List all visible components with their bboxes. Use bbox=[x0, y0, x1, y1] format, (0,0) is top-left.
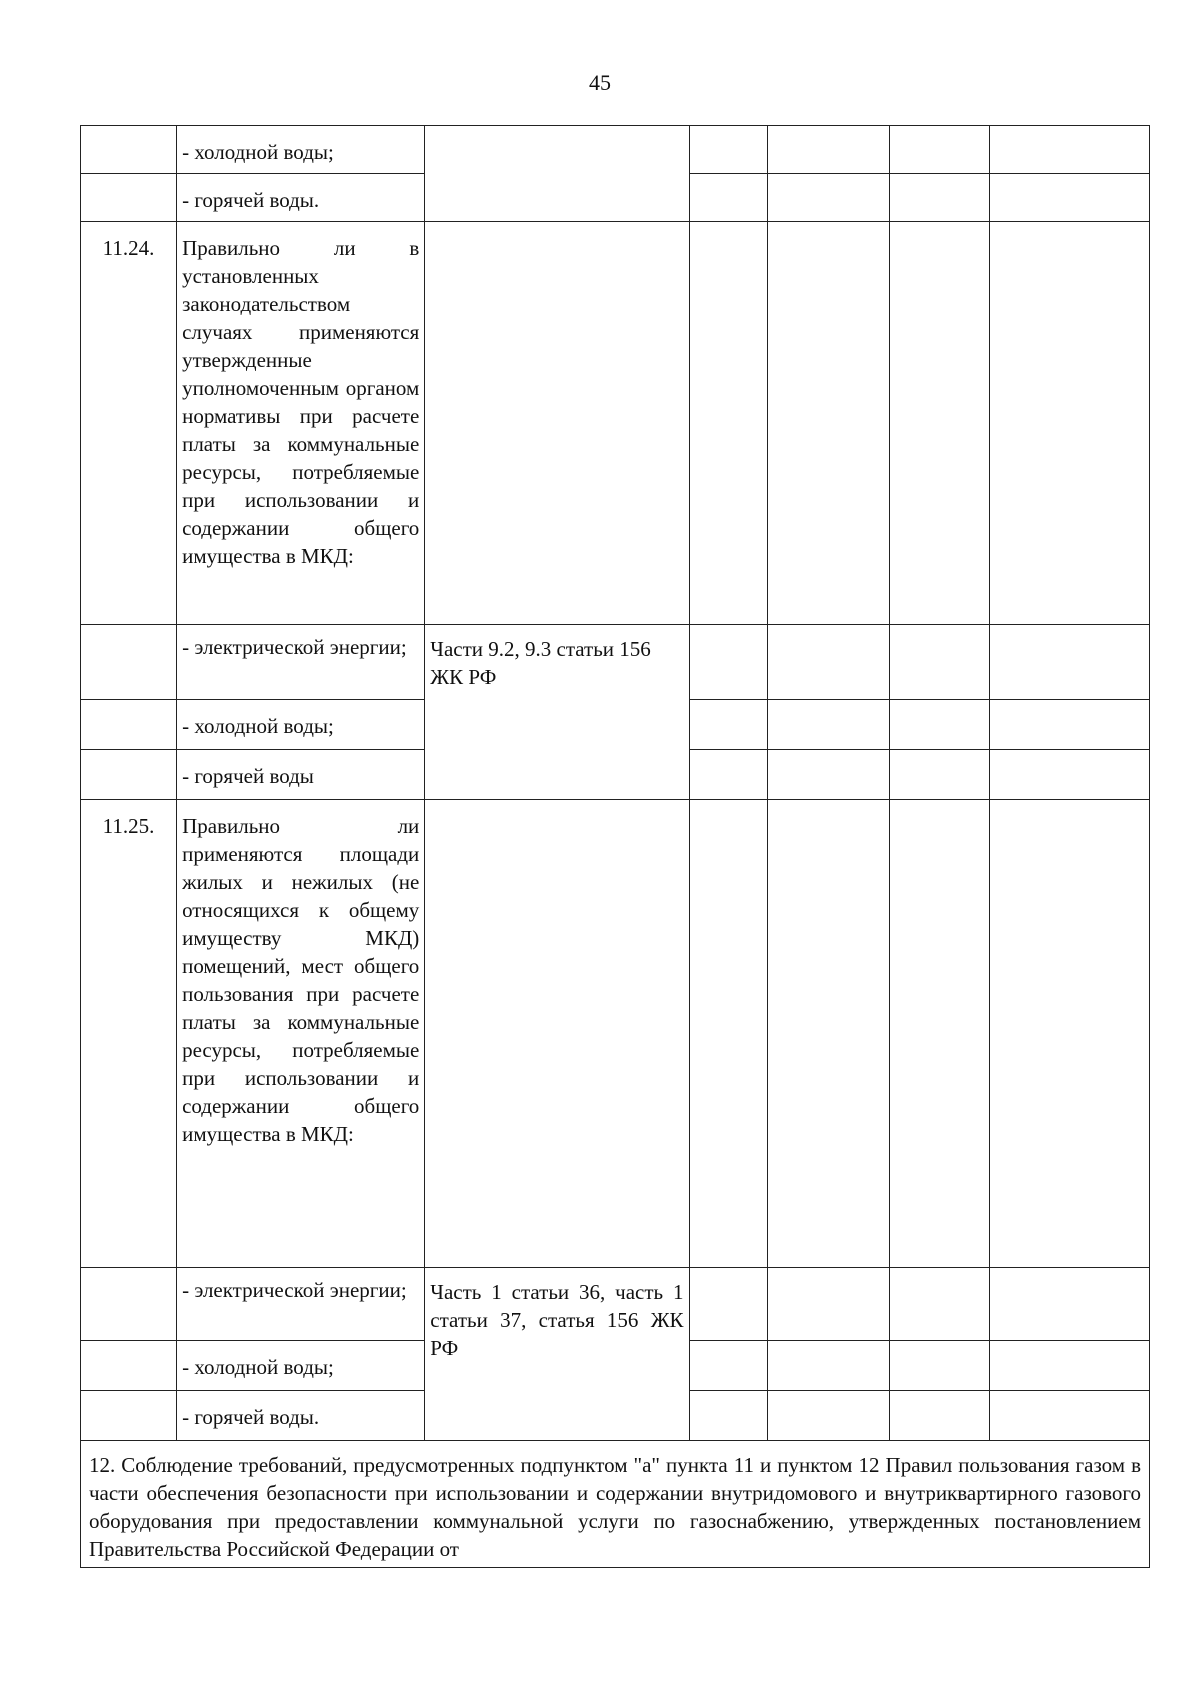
sub-item-cell: - холодной воды; bbox=[177, 126, 425, 174]
item-number-cell bbox=[81, 1268, 177, 1341]
legal-basis-cell bbox=[425, 126, 689, 222]
notes-cell bbox=[989, 750, 1149, 800]
answer-cell bbox=[767, 1391, 889, 1441]
item-number-cell bbox=[81, 625, 177, 700]
question-cell: Правильно ли применяются площади жилых и нежилых (не относящихся к общему имуществу МКД) помещений, мест общего пользования при расчете платы за коммунальные ресурсы, потребляемые при использовании и содержании общего имущества в МКД: bbox=[177, 800, 425, 1268]
answer-cell bbox=[689, 625, 767, 700]
section-12-paragraph: 12. Соблюдение требований, предусмотренных подпунктом "а" пункта 11 и пунктом 12 Правил пользования газом в части обеспечения безопасности при использовании и содержании внутридомового и внутриквартирного газового оборудования при предоставлении коммунальной услуги по газоснабжению, утвержденных постановлением Правительства Российской Федерации от bbox=[81, 1441, 1150, 1568]
answer-cell bbox=[889, 800, 989, 1268]
page-number: 45 bbox=[589, 70, 611, 95]
notes-cell bbox=[989, 700, 1149, 750]
answer-cell bbox=[889, 700, 989, 750]
item-number-cell bbox=[81, 1341, 177, 1391]
answer-cell bbox=[689, 126, 767, 174]
notes-cell bbox=[989, 222, 1149, 625]
legal-basis-cell bbox=[425, 222, 689, 625]
answer-cell bbox=[889, 126, 989, 174]
sub-item-cell: - горячей воды. bbox=[177, 1391, 425, 1441]
legal-basis-cell bbox=[425, 800, 689, 1268]
answer-cell bbox=[689, 1391, 767, 1441]
item-number-cell bbox=[81, 174, 177, 222]
sub-item-cell: - электрической энергии; bbox=[177, 1268, 425, 1341]
item-number-cell bbox=[81, 700, 177, 750]
legal-basis-cell: Часть 1 статьи 36, часть 1 статьи 37, статья 156 ЖК РФ bbox=[425, 1268, 689, 1441]
item-number-cell bbox=[81, 750, 177, 800]
notes-cell bbox=[989, 126, 1149, 174]
sub-item-cell: - горячей воды. bbox=[177, 174, 425, 222]
answer-cell bbox=[689, 750, 767, 800]
table-row bbox=[81, 1268, 1150, 1341]
answer-cell bbox=[889, 625, 989, 700]
answer-cell bbox=[689, 222, 767, 625]
notes-cell bbox=[989, 625, 1149, 700]
answer-cell bbox=[767, 700, 889, 750]
table-row bbox=[81, 126, 1150, 174]
sub-item-cell: - холодной воды; bbox=[177, 700, 425, 750]
answer-cell bbox=[889, 222, 989, 625]
answer-cell bbox=[767, 222, 889, 625]
answer-cell bbox=[689, 700, 767, 750]
notes-cell bbox=[989, 1391, 1149, 1441]
answer-cell bbox=[889, 1268, 989, 1341]
answer-cell bbox=[767, 174, 889, 222]
table-row bbox=[81, 800, 1150, 1268]
answer-cell bbox=[767, 750, 889, 800]
answer-cell bbox=[767, 126, 889, 174]
notes-cell bbox=[989, 800, 1149, 1268]
answer-cell bbox=[689, 1341, 767, 1391]
notes-cell bbox=[989, 1268, 1149, 1341]
answer-cell bbox=[767, 1268, 889, 1341]
answer-cell bbox=[689, 800, 767, 1268]
answer-cell bbox=[889, 174, 989, 222]
answer-cell bbox=[889, 1391, 989, 1441]
sub-item-cell: - холодной воды; bbox=[177, 1341, 425, 1391]
answer-cell bbox=[889, 1341, 989, 1391]
sub-item-cell: - горячей воды bbox=[177, 750, 425, 800]
answer-cell bbox=[689, 1268, 767, 1341]
answer-cell bbox=[767, 625, 889, 700]
item-number-cell: 11.25. bbox=[81, 800, 177, 1268]
legal-basis-cell: Части 9.2, 9.3 статьи 156 ЖК РФ bbox=[425, 625, 689, 800]
answer-cell bbox=[767, 1341, 889, 1391]
answer-cell bbox=[689, 174, 767, 222]
table-row bbox=[81, 1441, 1150, 1568]
item-number-cell: 11.24. bbox=[81, 222, 177, 625]
notes-cell bbox=[989, 1341, 1149, 1391]
item-number-cell bbox=[81, 126, 177, 174]
table-row bbox=[81, 625, 1150, 700]
sub-item-cell: - электрической энергии; bbox=[177, 625, 425, 700]
item-number-cell bbox=[81, 1391, 177, 1441]
question-cell: Правильно ли в установленных законодательством случаях применяются утвержденные уполномоченным органом нормативы при расчете платы за коммунальные ресурсы, потребляемые при использовании и содержании общего имущества в МКД: bbox=[177, 222, 425, 625]
answer-cell bbox=[889, 750, 989, 800]
table-row bbox=[81, 222, 1150, 625]
checklist-table bbox=[80, 125, 1150, 1568]
notes-cell bbox=[989, 174, 1149, 222]
answer-cell bbox=[767, 800, 889, 1268]
